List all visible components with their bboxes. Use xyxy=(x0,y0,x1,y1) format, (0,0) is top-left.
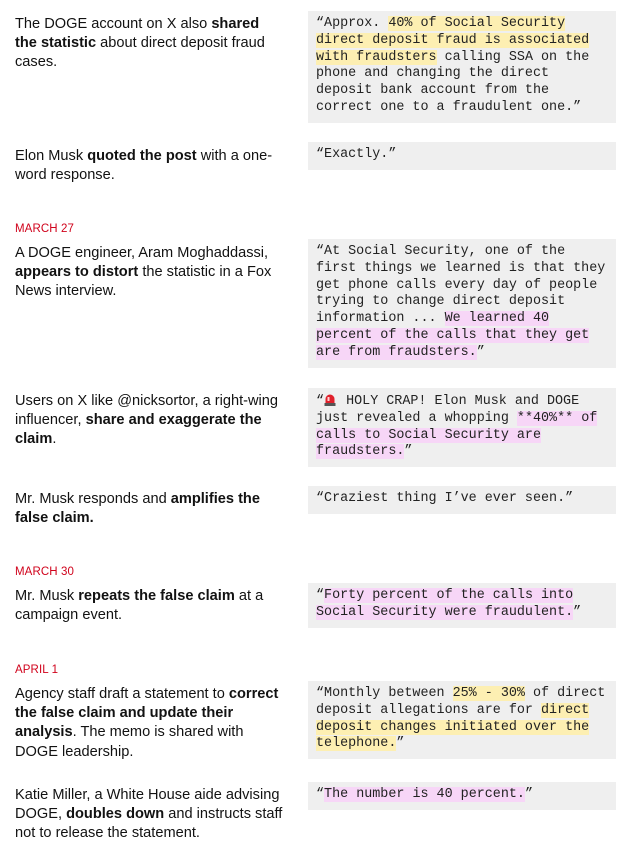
quote-highlight-pink: **40%** of calls to Social Security are fraudsters. xyxy=(316,410,598,460)
quote-text: ” xyxy=(404,444,413,460)
quote-box xyxy=(308,681,616,759)
description-emphasis: correct the false claim and update their analysis xyxy=(15,686,279,741)
quote-text: “Monthly between xyxy=(316,686,453,701)
event-description xyxy=(15,392,283,450)
timeline-date: MARCH 27 xyxy=(15,223,74,235)
description-text: . The memo is shared with DOGE leadership. xyxy=(15,724,244,760)
description-emphasis: appears to distort xyxy=(15,264,139,281)
description-text: about direct deposit fraud cases. xyxy=(15,35,265,71)
quote-text: HOLY CRAP! Elon Musk and DOGE just revealed a whopping xyxy=(316,394,580,426)
event-description xyxy=(15,147,283,185)
quote-text: “ xyxy=(316,394,325,409)
description-text: The DOGE account on X also xyxy=(15,16,212,32)
description-text: at a campaign event. xyxy=(15,588,264,624)
quote-highlight-yellow: 25% - 30% xyxy=(452,686,525,701)
description-text: Mr. Musk xyxy=(15,588,79,604)
description-text: Elon Musk xyxy=(15,148,88,164)
quote-text: ” xyxy=(524,787,533,802)
event-description xyxy=(15,244,283,302)
quote-highlight-yellow: 40% of Social Security direct deposit fraud is associated with fraudsters xyxy=(316,16,590,65)
quote-text: of direct deposit allegations are for xyxy=(316,686,606,718)
description-text: Katie Miller, a White House aide advising DOGE, xyxy=(15,787,280,823)
description-text: with a one-word response. xyxy=(15,148,273,184)
description-emphasis: doubles down xyxy=(66,806,165,823)
description-text: Users on X like @nicksortor, a right-wing influencer, xyxy=(15,393,279,429)
quote-box xyxy=(308,142,616,170)
quote-highlight-pink: Forty percent of the calls into Social Security were fraudulent. xyxy=(316,588,574,620)
quote-highlight-pink: The number is 40 percent. xyxy=(324,787,525,802)
quote-highlight-pink: We learned 40 percent of the calls that they get are from fraudsters. xyxy=(316,311,590,360)
description-emphasis: amplifies the false claim. xyxy=(15,491,260,527)
description-text: and instructs staff not to release the statement. xyxy=(15,806,283,842)
event-description xyxy=(15,490,283,528)
event-description xyxy=(15,587,283,625)
quote-text: ” xyxy=(573,604,582,620)
description-emphasis: shared the statistic xyxy=(15,16,260,52)
quote-box xyxy=(308,11,616,123)
quote-box xyxy=(308,486,616,514)
description-text: the statistic in a Fox News interview. xyxy=(15,264,272,300)
description-text: . xyxy=(52,431,57,448)
quote-box xyxy=(308,583,616,628)
quote-text: “ xyxy=(316,588,325,603)
description-text: Mr. Musk responds and xyxy=(15,491,171,507)
quote-text: ” xyxy=(396,736,405,752)
description-text: A DOGE engineer, Aram Moghaddassi, xyxy=(15,245,269,261)
quote-text: “At Social Security, one of the first things we learned is that they get phone calls every day of people trying to change direct deposit information ... xyxy=(316,244,606,327)
quote-text: “ xyxy=(316,787,325,802)
quote-box xyxy=(308,239,616,368)
timeline-date: MARCH 30 xyxy=(15,566,74,578)
quote-text: calling SSA on the phone and changing the direct deposit bank account from the correct one to a fraudulent one.” xyxy=(316,49,590,115)
quote-box xyxy=(308,388,616,467)
event-description xyxy=(15,15,283,73)
description-emphasis: quoted the post xyxy=(87,148,197,164)
quote-text: “Exactly.” xyxy=(316,147,397,162)
description-emphasis: share and exaggerate the claim xyxy=(15,412,262,448)
quote-text: “Craziest thing I’ve ever seen.” xyxy=(316,491,574,506)
description-text: Agency staff draft a statement to xyxy=(15,686,229,702)
quote-text: ” xyxy=(476,344,485,360)
quote-box xyxy=(308,782,616,810)
event-description xyxy=(15,786,283,844)
description-emphasis: repeats the false claim xyxy=(78,588,235,604)
siren-emoji-icon xyxy=(324,393,336,406)
event-description xyxy=(15,685,283,762)
quote-highlight-yellow: direct deposit changes initiated over the telephone. xyxy=(316,702,590,752)
quote-text: “Approx. xyxy=(316,16,389,31)
timeline-date: APRIL 1 xyxy=(15,664,59,676)
